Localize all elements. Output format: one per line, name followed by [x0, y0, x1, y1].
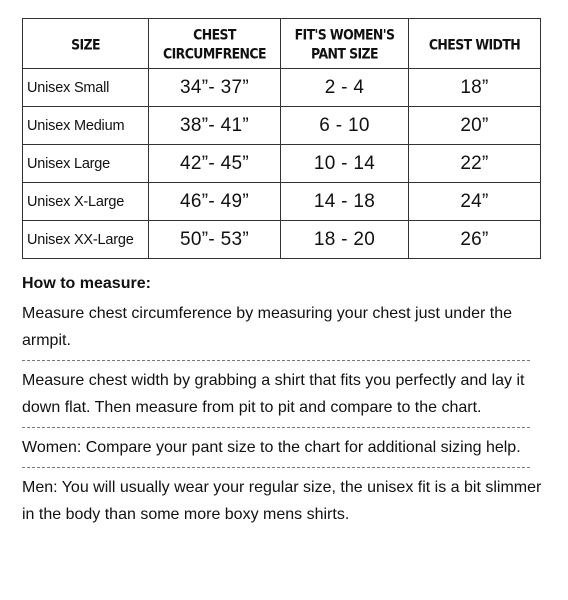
pant-cell: 2 - 4 — [281, 69, 409, 107]
header-pant-line2: PANT SIZE — [311, 44, 378, 62]
pant-cell: 10 - 14 — [281, 145, 409, 183]
table-row — [23, 183, 541, 221]
size-cell: Unisex Large — [23, 145, 149, 183]
header-chest-circumference — [149, 16, 281, 72]
width-cell: 18” — [409, 69, 541, 107]
chest-cell: 42”- 45” — [149, 145, 281, 183]
header-womens-pant-size — [281, 16, 409, 72]
header-size-label: SIZE — [71, 35, 100, 52]
size-cell: Unisex Small — [23, 69, 149, 107]
pant-cell: 6 - 10 — [281, 107, 409, 145]
how-to-measure-heading: How to measure: — [22, 275, 151, 292]
size-cell: Unisex XX-Large — [23, 221, 149, 259]
width-cell: 24” — [409, 183, 541, 221]
chest-cell: 46”- 49” — [149, 183, 281, 221]
header-chest-line2: CIRCUMFRENCE — [163, 44, 266, 62]
header-pant-line1: FIT'S WOMEN'S — [294, 25, 395, 43]
how-to-measure-section — [22, 274, 552, 528]
chest-cell: 34”- 37” — [149, 69, 281, 107]
table-row — [23, 145, 541, 183]
header-chest-line1: CHEST — [193, 25, 236, 43]
table-row — [23, 69, 541, 107]
table-row — [23, 107, 541, 145]
size-cell: Unisex Medium — [23, 107, 149, 145]
width-cell: 22” — [409, 145, 541, 183]
measure-instruction-chest-circumference: Measure chest circumference by measuring your chest just under the armpit. — [22, 305, 513, 349]
table-body — [23, 69, 541, 259]
pant-cell: 18 - 20 — [281, 221, 409, 259]
size-cell: Unisex X-Large — [23, 183, 149, 221]
chest-cell: 38”- 41” — [149, 107, 281, 145]
table-row — [23, 221, 541, 259]
header-size — [23, 16, 149, 72]
header-width-label: CHEST WIDTH — [428, 35, 521, 52]
chest-cell: 50”- 53” — [149, 221, 281, 259]
pant-cell: 14 - 18 — [281, 183, 409, 221]
measure-instruction-chest-width: Measure chest width by grabbing a shirt that fits you perfectly and lay it down flat. Then measure from pit to pit and compare to the chart. — [22, 372, 525, 416]
measure-instruction-women: Women: Compare your pant size to the chart for additional sizing help. — [22, 439, 521, 456]
size-chart-table — [22, 18, 541, 259]
header-chest-width — [409, 16, 541, 72]
width-cell: 26” — [409, 221, 541, 259]
measure-instruction-men: Men: You will usually wear your regular size, the unisex fit is a bit slimmer in the body than some more boxy mens shirts. — [22, 479, 542, 523]
dashed-divider — [22, 427, 530, 428]
header-row — [23, 19, 541, 69]
dashed-divider — [22, 467, 530, 468]
table-header — [23, 19, 541, 69]
width-cell: 20” — [409, 107, 541, 145]
dashed-divider — [22, 360, 530, 361]
